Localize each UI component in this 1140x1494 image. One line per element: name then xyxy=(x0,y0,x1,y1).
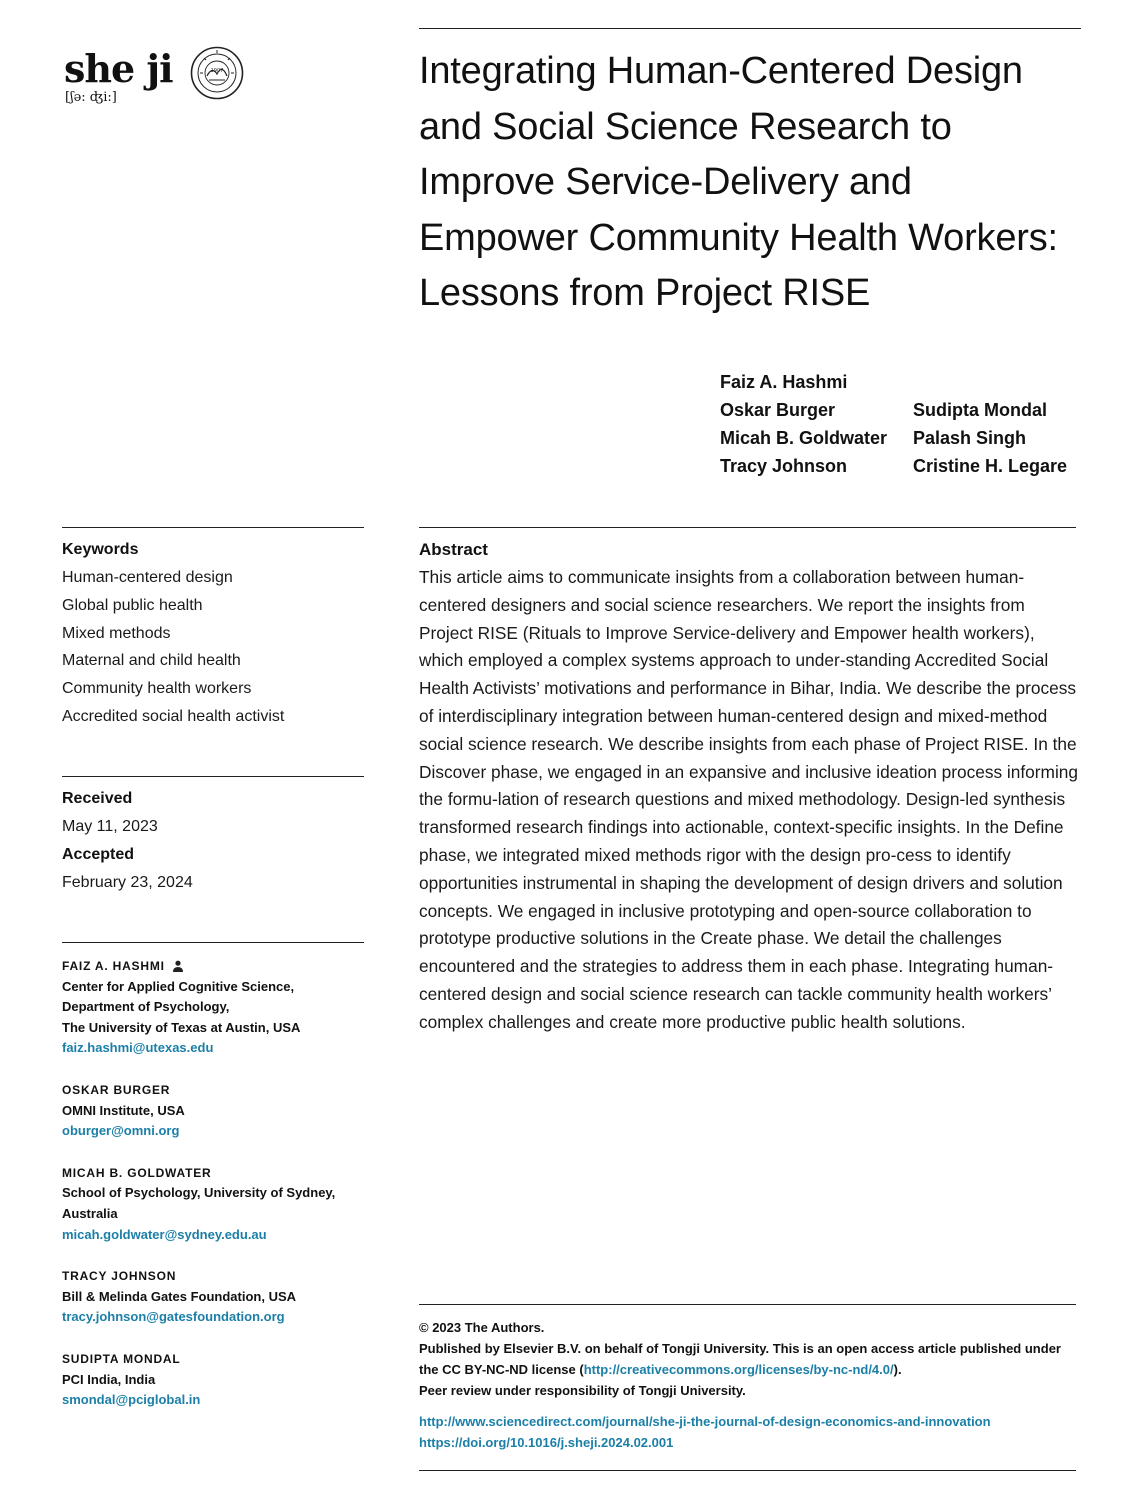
author-name: Oskar Burger xyxy=(720,400,836,420)
corresponding-author-icon xyxy=(172,960,184,972)
abstract-body: This article aims to communicate insights from a collaboration between human-centered designers and social science researchers. We report the insights from Project RISE (Rituals to Improve Service-delivery and Empower health workers), which employed a complex systems approach to under-standing Accredited Social Health Activists’ motivations and performance in Bihar, India. We describe the process of interdisciplinary integration between human-centered design and mixed-method social science research. We describe insights from each phase of Project RISE. In the Discover phase, we engaged in an expansive and inclusive ideation process informing the formu-lation of research questions and mixed methodology. Design-led synthesis transformed research findings into actionable, context-specific insights. In the Define phase, we integrated mixed methods rigor with the design pro-cess to identify opportunities instrumental in shaping the development of design drivers and solution concepts. We engaged in inclusive prototyping and open-source collaboration to prototype productive solutions in the Create phase. We detail the challenges encountered and the strategies to address them in each phase. Integrating human-centered design and social science research can tackle community health workers’ complex challenges and create more productive public health solutions. xyxy=(419,567,1078,1032)
affiliation-author-name: OSKAR BURGER xyxy=(62,1082,171,1097)
journal-logo xyxy=(62,46,252,114)
affiliation-institution-line: Australia xyxy=(62,1205,118,1221)
abstract-heading: Abstract xyxy=(419,540,488,559)
keyword: Accredited social health activist xyxy=(62,707,285,725)
footer-urls xyxy=(419,1411,1079,1453)
received-label: Received xyxy=(62,790,133,807)
publisher-statement xyxy=(419,1338,1079,1380)
author-name: Sudipta Mondal xyxy=(913,400,1047,420)
keywords-section xyxy=(62,536,364,731)
affiliations-section xyxy=(62,956,362,1432)
affiliation-block xyxy=(62,1163,362,1245)
doi-link[interactable]: https://doi.org/10.1016/j.sheji.2024.02.001 xyxy=(419,1435,674,1450)
affiliation-author-name: FAIZ A. HASHMI xyxy=(62,959,165,973)
footer-rule xyxy=(419,1304,1076,1305)
affiliation-email-link[interactable]: micah.goldwater@sydney.edu.au xyxy=(62,1226,267,1242)
seal-year: 1907 xyxy=(210,68,224,74)
publisher-text: Published by Elsevier B.V. on behalf of Tongji University. This is an open access article published under the CC BY-NC-ND license ( xyxy=(419,1341,1061,1377)
logo-wordmark: she ji xyxy=(64,46,173,91)
university-seal-icon xyxy=(190,46,244,100)
abstract-rule xyxy=(419,527,1076,528)
affiliation-email-link[interactable]: smondal@pciglobal.in xyxy=(62,1392,201,1408)
keyword: Human-centered design xyxy=(62,569,233,586)
keyword: Mixed methods xyxy=(62,624,171,642)
affiliations-rule xyxy=(62,942,364,943)
copyright-line: © 2023 The Authors. xyxy=(419,1320,545,1335)
author-column-1 xyxy=(720,368,887,480)
bottom-rule xyxy=(419,1470,1076,1471)
abstract-section xyxy=(419,536,1079,1037)
author-name: Palash Singh xyxy=(913,428,1027,448)
accepted-label: Accepted xyxy=(62,845,135,863)
peer-review-line: Peer review under responsibility of Tongji University. xyxy=(419,1383,746,1398)
keywords-rule xyxy=(62,527,364,528)
affiliation-author-name: SUDIPTA MONDAL xyxy=(62,1351,181,1366)
logo-phonetic: [ʃə: ʤi:] xyxy=(65,90,117,105)
affiliation-block xyxy=(62,1080,362,1142)
affiliation-block xyxy=(62,1266,362,1328)
keyword: Maternal and child health xyxy=(62,652,241,670)
affiliation-institution-line: The University of Texas at Austin, USA xyxy=(62,1019,301,1035)
accepted-date: February 23, 2024 xyxy=(62,873,193,891)
affiliation-institution-line: OMNI Institute, USA xyxy=(62,1102,185,1118)
affiliation-email-link[interactable]: oburger@omni.org xyxy=(62,1123,180,1139)
author-name: Faiz A. Hashmi xyxy=(720,372,848,392)
affiliation-institution-line: Center for Applied Cognitive Science, xyxy=(62,978,295,994)
affiliation-institution-line: PCI India, India xyxy=(62,1371,156,1387)
license-link[interactable]: http://creativecommons.org/licenses/by-nc-nd/4.0/ xyxy=(583,1362,894,1377)
author-name: Cristine H. Legare xyxy=(913,456,1068,476)
author-name: Micah B. Goldwater xyxy=(720,428,888,448)
author-name: Tracy Johnson xyxy=(720,456,848,476)
journal-url-link[interactable]: http://www.sciencedirect.com/journal/she-ji-the-journal-of-design-economics-and-innovation xyxy=(419,1414,991,1429)
affiliation-block xyxy=(62,956,362,1059)
received-date: May 11, 2023 xyxy=(62,818,158,835)
author-column-2 xyxy=(913,368,1067,480)
affiliation-author xyxy=(62,956,362,977)
affiliation-author-name: MICAH B. GOLDWATER xyxy=(62,1165,212,1180)
publisher-text-end: ). xyxy=(893,1362,902,1377)
affiliation-author-name: TRACY JOHNSON xyxy=(62,1269,177,1284)
affiliation-block xyxy=(62,1349,362,1411)
article-title: Integrating Human-Centered Design and Social Science Research to Improve Service-Delivery and Empower Community Health Workers: Lessons from Project RISE xyxy=(419,50,1058,314)
affiliation-email-link[interactable]: tracy.johnson@gatesfoundation.org xyxy=(62,1309,285,1325)
dates-section xyxy=(62,785,364,897)
keyword: Community health workers xyxy=(62,680,252,698)
affiliation-institution-line: Bill & Melinda Gates Foundation, USA xyxy=(62,1288,297,1304)
title-rule xyxy=(419,28,1081,29)
keyword: Global public health xyxy=(62,596,203,614)
affiliation-institution-line: School of Psychology, University of Sydney, xyxy=(62,1185,336,1201)
affiliation-email-link[interactable]: faiz.hashmi@utexas.edu xyxy=(62,1040,214,1056)
keywords-heading: Keywords xyxy=(62,541,139,558)
dates-rule xyxy=(62,776,364,777)
footer-section xyxy=(419,1317,1079,1453)
affiliation-institution-line: Department of Psychology, xyxy=(62,999,230,1015)
